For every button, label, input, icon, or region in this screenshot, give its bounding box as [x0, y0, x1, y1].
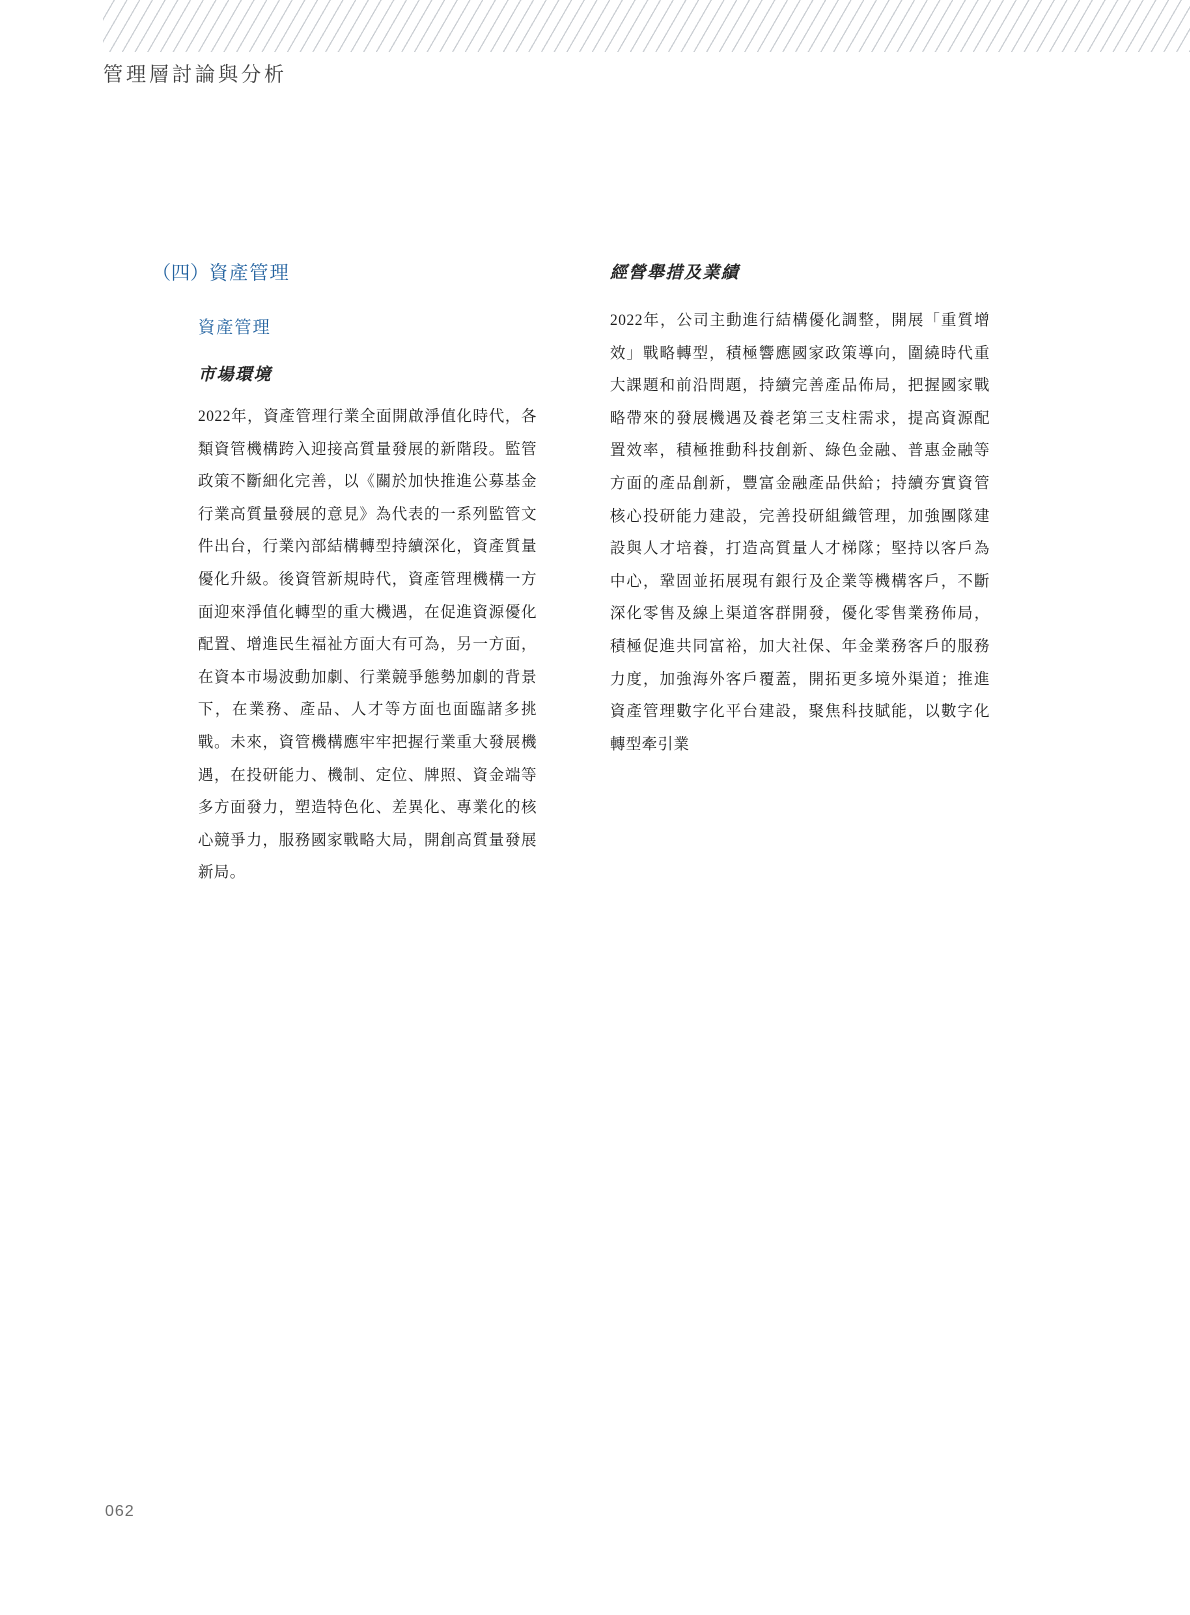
decorative-hatch-band — [103, 0, 1190, 52]
page-content — [152, 258, 1090, 890]
sub-heading: 資產管理 — [198, 318, 271, 337]
right-column-paragraph: 2022年，公司主動進行結構優化調整，開展「重質增效」戰略轉型，積極響應國家政策導向，圍繞時代重大課題和前沿問題，持續完善產品佈局，把握國家戰略帶來的發展機遇及養老第三支柱需求，提高資源配置效率，積極推動科技創新、綠色金融、普惠金融等方面的產品創新，豐富金融產品供給；持續夯實資管核心投研能力建設，完善投研組織管理，加強團隊建設與人才培養，打造高質量人才梯隊；堅持以客戶為中心，鞏固並拓展現有銀行及企業等機構客戶，不斷深化零售及線上渠道客群開發，優化零售業務佈局，積極促進共同富裕，加大社保、年金業務客戶的服務力度，加強海外客戶覆蓋，開拓更多境外渠道；推進資產管理數字化平台建設，聚焦科技賦能，以數字化轉型牽引業 — [610, 312, 990, 753]
running-header-title: 管理層討論與分析 — [103, 64, 287, 86]
right-column — [610, 258, 990, 890]
section-number: （四） — [152, 263, 210, 284]
right-column-heading: 經營舉措及業績 — [610, 263, 740, 282]
left-column — [152, 258, 537, 890]
section-title: 資產管理 — [209, 263, 290, 284]
sub-sub-heading: 市場環境 — [198, 365, 272, 384]
section-heading — [152, 258, 537, 285]
page-number: 062 — [105, 1503, 135, 1520]
left-column-paragraph: 2022年，資產管理行業全面開啟淨值化時代，各類資管機構跨入迎接高質量發展的新階段。監管政策不斷細化完善，以《關於加快推進公募基金行業高質量發展的意見》為代表的一系列監管文件出台，行業內部結構轉型持續深化，資產質量優化升級。後資管新規時代，資產管理機構一方面迎來淨值化轉型的重大機遇，在促進資源優化配置、增進民生福祉方面大有可為，另一方面，在資本市場波動加劇、行業競爭態勢加劇的背景下，在業務、產品、人才等方面也面臨諸多挑戰。未來，資管機構應牢牢把握行業重大發展機遇，在投研能力、機制、定位、牌照、資金端等多方面發力，塑造特色化、差異化、專業化的核心競爭力，服務國家戰略大局，開創高質量發展新局。 — [198, 408, 537, 882]
